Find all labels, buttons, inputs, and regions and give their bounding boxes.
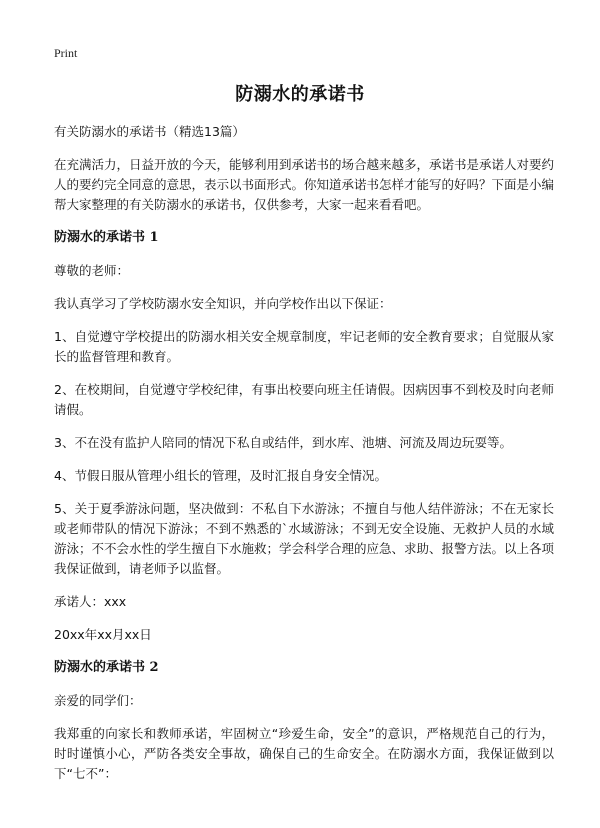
signer-line: 承诺人：xxx xyxy=(54,594,127,609)
print-button[interactable]: Print xyxy=(54,46,78,60)
greeting-2: 亲爱的同学们： xyxy=(54,693,142,708)
pledge-item: 5、关于夏季游泳问题，坚决做到：不私自下水游泳；不擅自与他人结伴游泳；不在无家长或老师带队的情况下游泳；不到不熟悉的`水域游泳；不到无安全设施、无救护人员的水域游泳；不不会水性的学生擅自下水施救；学会科学合理的应急、求助、报警方法。以上各项我保证做到，请老师予以监督。 xyxy=(54,501,555,576)
pledge-item: 1、自觉遵守学校提出的防溺水相关安全规章制度，牢记老师的安全教育要求；自觉服从家长的监督管理和教育。 xyxy=(54,329,554,364)
section-heading-2: 防溺水的承诺书 2 xyxy=(54,660,159,675)
section2-paragraph: 我郑重的向家长和教师承诺，牢固树立“珍爱生命，安全”的意识，严格规范自己的行为，时时谨慎小心，严防各类安全事故，确保自己的生命安全。在防溺水方面，我保证做到以下“七不”： xyxy=(54,726,554,781)
opening-paragraph: 我认真学习了学校防溺水安全知识，并向学校作出以下保证： xyxy=(54,296,392,311)
greeting-1: 尊敬的老师： xyxy=(54,263,130,278)
intro-paragraph: 在充满活力，日益开放的今天，能够利用到承诺书的场合越来越多，承诺书是承诺人对要约人的要约完全同意的意思，表示以书面形式。你知道承诺书怎样才能写的好吗？下面是小编帮大家整理的有关防溺水的承诺书，仅供参考，大家一起来看看吧。 xyxy=(54,157,555,212)
subtitle: 有关防溺水的承诺书（精选13篇） xyxy=(54,124,245,139)
pledge-item: 3、不在没有监护人陪同的情况下私自或结伴，到水库、池塘、河流及周边玩耍等。 xyxy=(54,435,512,450)
document-body xyxy=(54,122,554,797)
section-heading-1: 防溺水的承诺书 1 xyxy=(54,230,159,245)
pledge-item: 2、在校期间，自觉遵守学校纪律，有事出校要向班主任请假。因病因事不到校及时向老师请假。 xyxy=(54,382,554,417)
pledge-item: 4、节假日服从管理小组长的管理，及时汇报自身安全情况。 xyxy=(54,468,387,483)
date-line: 20xx年xx月xx日 xyxy=(54,627,152,642)
page-title: 防溺水的承诺书 xyxy=(235,84,365,105)
